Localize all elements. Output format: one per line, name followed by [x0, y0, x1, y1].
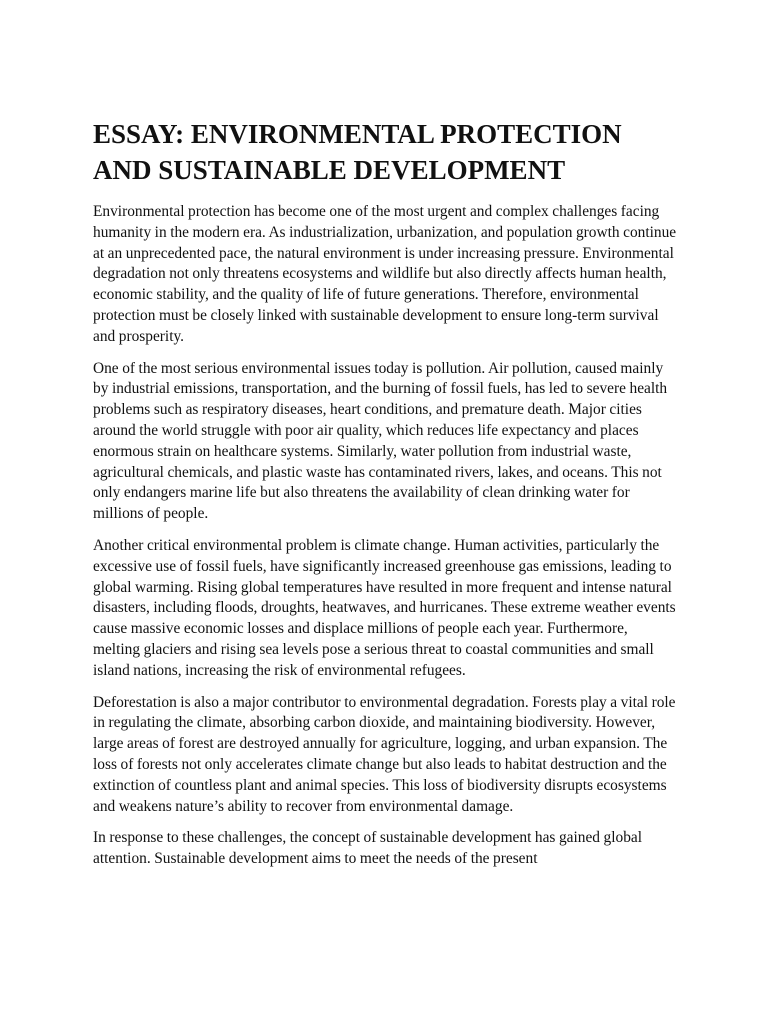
- paragraph-introduction: Environmental protection has become one of the most urgent and complex challenges facing humanity in the modern era. As industrialization, urbanization, and population growth continue at an unprecedented pace, the natural environment is under increasing pressure. Environmental degradation not only threatens ecosystems and wildlife but also directly affects human health, economic stability, and the quality of life of future generations. Therefore, environmental protection must be closely linked with sustainable development to ensure long-term survival and prosperity.: [93, 203, 677, 345]
- essay-title-line-2: AND SUSTAINABLE DEVELOPMENT: [93, 155, 566, 185]
- paragraph-pollution: One of the most serious environmental issues today is pollution. Air pollution, caused mainly by industrial emissions, transportation, and the burning of fossil fuels, has led to severe health problems such as respiratory diseases, heart conditions, and premature death. Major cities around the world struggle with poor air quality, which reduces life expectancy and places enormous strain on healthcare systems. Similarly, water pollution from industrial waste, agricultural chemicals, and plastic waste has contaminated rivers, lakes, and oceans. This not only endangers marine life but also threatens the availability of clean drinking water for millions of people.: [93, 359, 668, 523]
- essay-title-line-1: ESSAY: ENVIRONMENTAL PROTECTION: [93, 119, 622, 149]
- paragraph-sustainable-development: In response to these challenges, the concept of sustainable development has gained global attention. Sustainable development aims to meet the needs of the present: [93, 829, 643, 868]
- paragraph-deforestation: Deforestation is also a major contributor to environmental degradation. Forests play a vital role in regulating the climate, absorbing carbon dioxide, and maintaining biodiversity. However, large areas of forest are destroyed annually for agriculture, logging, and urban expansion. The loss of forests not only accelerates climate change but also leads to habitat destruction and the extinction of countless plant and animal species. This loss of biodiversity disrupts ecosystems and weakens nature’s ability to recover from environmental damage.: [93, 693, 676, 815]
- essay-title: [93, 116, 677, 188]
- document-page: [93, 116, 677, 881]
- paragraph-climate-change: Another critical environmental problem is climate change. Human activities, particularly the excessive use of fossil fuels, have significantly increased greenhouse gas emissions, leading to global warming. Rising global temperatures have resulted in more frequent and intense natural disasters, including floods, droughts, heatwaves, and hurricanes. These extreme weather events cause massive economic losses and displace millions of people each year. Furthermore, melting glaciers and rising sea levels pose a serious threat to coastal communities and small island nations, increasing the risk of environmental refugees.: [93, 536, 676, 679]
